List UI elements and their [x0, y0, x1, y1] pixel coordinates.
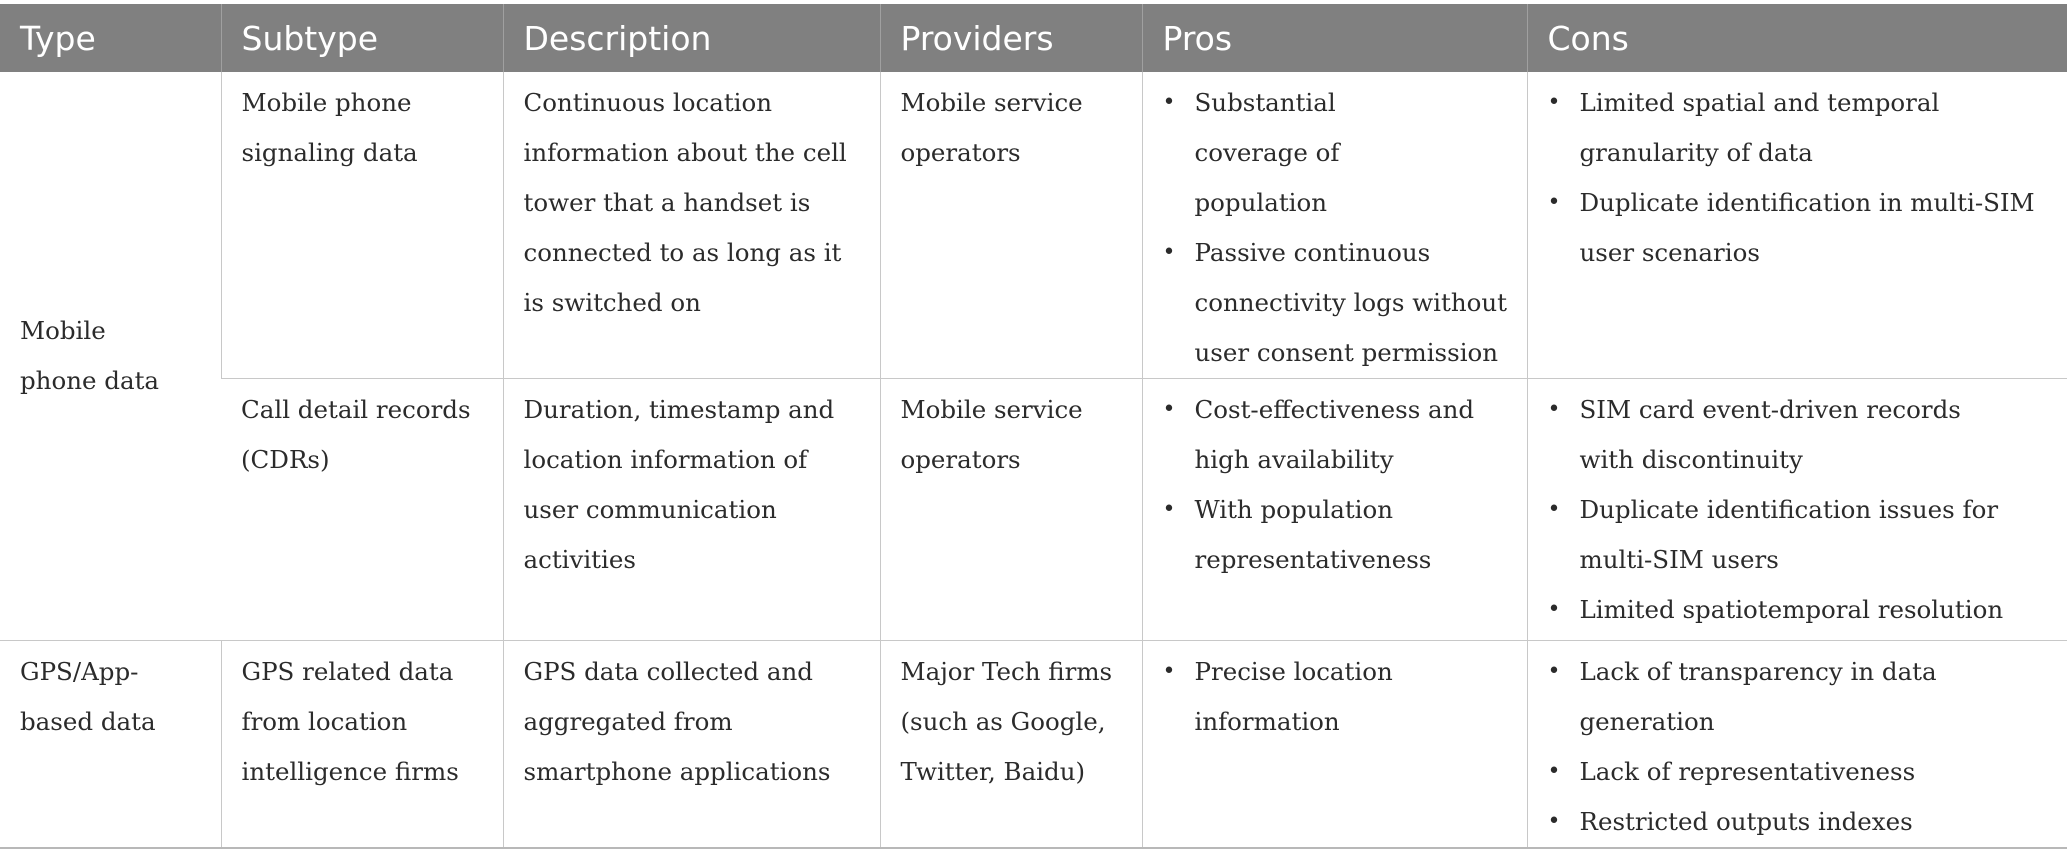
list-item: • Restricted outputs indexes: [1580, 797, 2064, 847]
table-header: [0, 4, 2067, 72]
cell-description: Duration, timestamp and location information of user communication activities: [503, 379, 880, 641]
header-cons: Cons: [1527, 4, 2067, 72]
table-row: [0, 72, 2067, 379]
cell-cons: [1527, 641, 2067, 849]
cell-providers: Major Tech firms (such as Google, Twitter, Baidu): [880, 641, 1142, 849]
cell-providers: Mobile service operators: [880, 379, 1142, 641]
cell-cons: [1527, 72, 2067, 379]
cell-pros: [1142, 641, 1527, 849]
header-type: Type: [0, 4, 221, 72]
cell-type: Mobile phone data: [0, 72, 221, 641]
cons-list: [1548, 385, 2050, 635]
cell-subtype: Call detail records (CDRs): [221, 379, 503, 641]
pros-list: [1163, 78, 1509, 378]
cons-list: [1548, 647, 2064, 847]
header-description: Description: [503, 4, 880, 72]
header-subtype: Subtype: [221, 4, 503, 72]
list-item: • Substantial coverage of population: [1195, 78, 1509, 228]
list-item: • Passive continuous connectivity logs without user consent permission: [1195, 228, 1509, 378]
list-item: • Limited spatial and temporal granularity of data: [1580, 78, 2050, 178]
list-item: • With population representativeness: [1195, 485, 1509, 585]
list-item: • Cost-effectiveness and high availability: [1195, 385, 1509, 485]
cell-pros: [1142, 379, 1527, 641]
cell-pros: [1142, 72, 1527, 379]
cell-cons: [1527, 379, 2067, 641]
header-row: [0, 4, 2067, 72]
list-item: • Precise location information: [1195, 647, 1509, 747]
header-providers: Providers: [880, 4, 1142, 72]
table-body: [0, 72, 2067, 848]
list-item: • Limited spatiotemporal resolution: [1580, 585, 2050, 635]
cell-providers: Mobile service operators: [880, 72, 1142, 379]
list-item: • Duplicate identification issues for multi-SIM users: [1580, 485, 2050, 585]
data-sources-table: [0, 4, 2067, 849]
cell-description: GPS data collected and aggregated from smartphone applications: [503, 641, 880, 849]
list-item: • Lack of representativeness: [1580, 747, 2064, 797]
table-row: [0, 379, 2067, 641]
pros-list: [1163, 647, 1509, 747]
cell-type: GPS/App-based data: [0, 641, 221, 849]
cell-subtype: GPS related data from location intelligence firms: [221, 641, 503, 849]
cell-description: Continuous location information about the cell tower that a handset is connected to as long as it is switched on: [503, 72, 880, 379]
list-item: • Duplicate identification in multi-SIM user scenarios: [1580, 178, 2050, 278]
cell-subtype: Mobile phone signaling data: [221, 72, 503, 379]
pros-list: [1163, 385, 1509, 585]
header-pros: Pros: [1142, 4, 1527, 72]
list-item: • Lack of transparency in data generation: [1580, 647, 2064, 747]
table-row: [0, 641, 2067, 849]
cons-list: [1548, 78, 2050, 278]
list-item: • SIM card event-driven records with discontinuity: [1580, 385, 2050, 485]
